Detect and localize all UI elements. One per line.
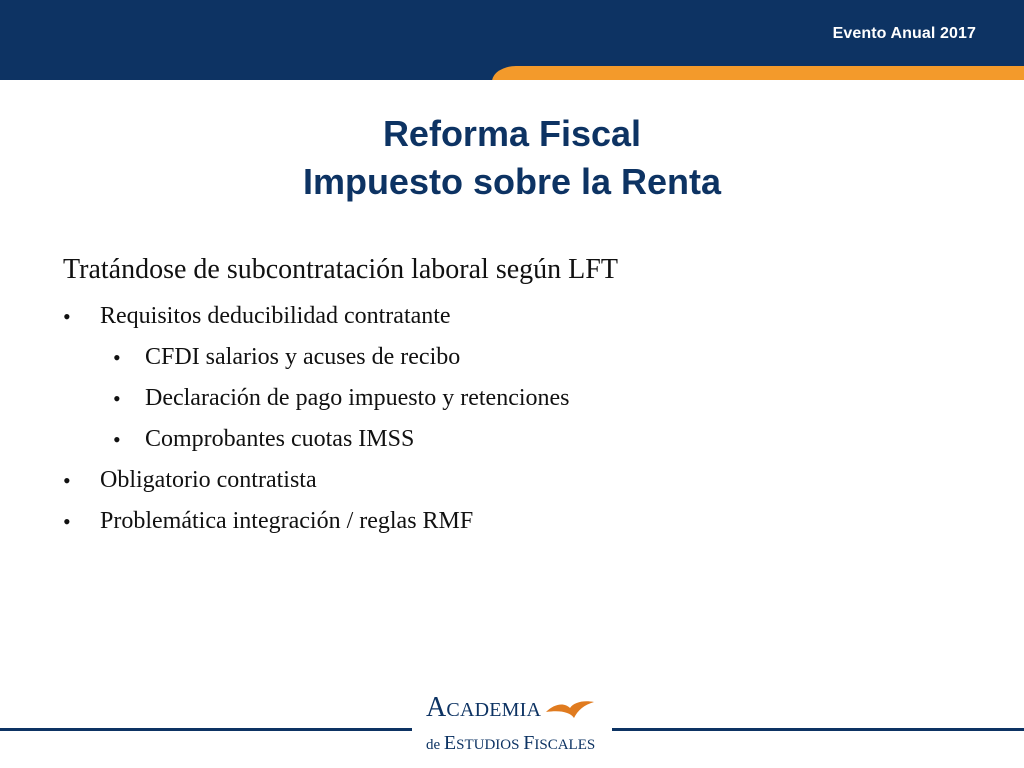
bullet-item [63, 501, 963, 542]
bullet-icon: • [113, 345, 121, 370]
bullet-icon: • [63, 304, 71, 329]
sub-bullet-item [63, 337, 963, 378]
logo-line-1: ACADEMIA [426, 692, 542, 723]
bullet-icon: • [113, 427, 121, 452]
footer-divider-right [612, 728, 1024, 731]
event-label: Evento Anual 2017 [832, 25, 976, 42]
bullet-text: CFDI salarios y acuses de recibo [145, 344, 461, 370]
bullet-text: Obligatorio contratista [100, 467, 317, 493]
title-line-2: Impuesto sobre la Renta [302, 161, 722, 202]
bullet-item [63, 460, 963, 501]
content-intro: Tratándose de subcontratación laboral según LFT [63, 254, 618, 285]
bullet-text: Declaración de pago impuesto y retenciones [145, 385, 570, 411]
slide-content [63, 250, 963, 542]
bullet-icon: • [113, 386, 121, 411]
bullet-icon: • [63, 509, 71, 534]
bullet-item [63, 296, 963, 337]
title-line-1: Reforma Fiscal [382, 113, 642, 154]
bullet-text: Comprobantes cuotas IMSS [145, 426, 415, 452]
sub-bullet-item [63, 419, 963, 460]
slide-background-strip [0, 80, 1024, 100]
bullet-text: Problemática integración / reglas RMF [100, 508, 474, 534]
bullet-icon: • [63, 468, 71, 493]
bullet-text: Requisitos deducibilidad contratante [100, 303, 451, 329]
slide-title [0, 110, 1024, 206]
academia-logo [424, 690, 602, 758]
bird-icon [544, 696, 596, 720]
logo-line-2: de ESTUDIOS FISCALES [426, 732, 596, 754]
footer-divider-left [0, 728, 412, 731]
sub-bullet-item [63, 378, 963, 419]
